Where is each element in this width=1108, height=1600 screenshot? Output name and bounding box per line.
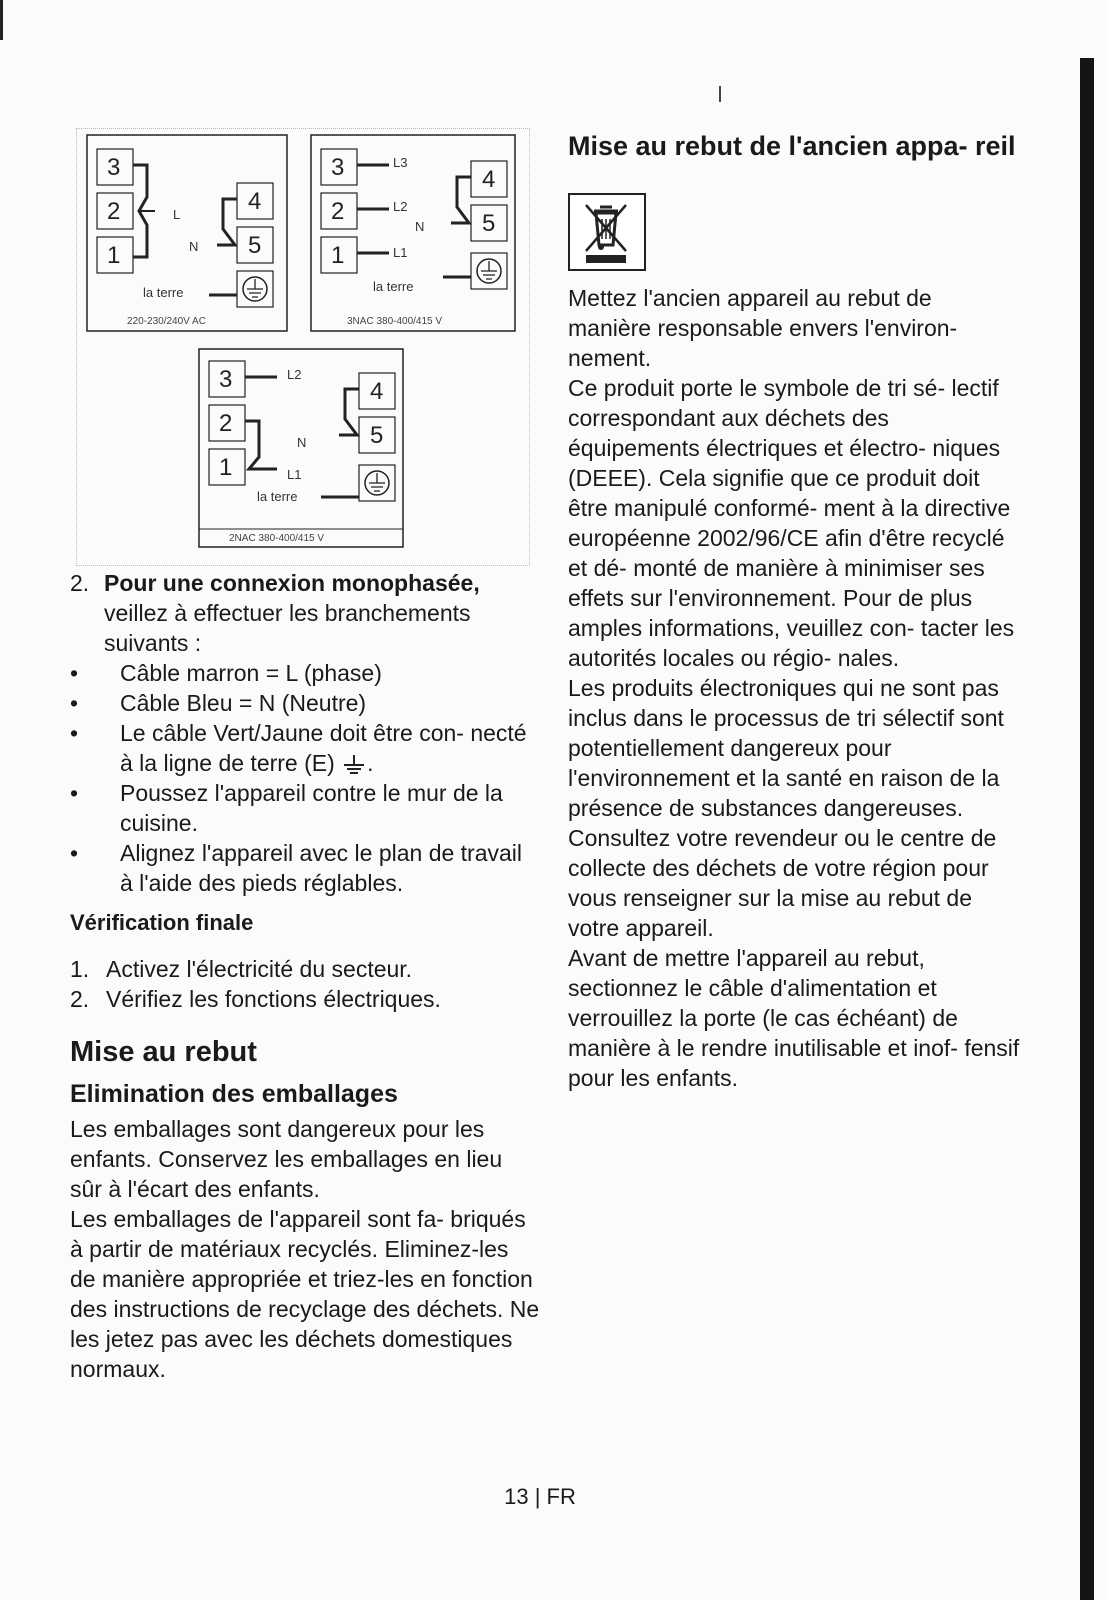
earth-ground-icon — [341, 753, 367, 777]
packaging-title: Elimination des emballages — [70, 1080, 398, 1108]
panel-a-terminal-4: 4 — [248, 188, 262, 215]
panel-a-terminal-2: 2 — [107, 198, 121, 225]
panel-c-label-l2: L2 — [287, 367, 302, 382]
disposal-title: Mise au rebut — [70, 1036, 257, 1068]
panel-b-label-n: N — [415, 219, 425, 234]
panel-a-terminal-5: 5 — [248, 232, 262, 259]
scan-speck — [719, 86, 721, 102]
panel-a-label-earth: la terre — [143, 285, 184, 300]
connection-bullet-list — [70, 658, 540, 898]
right-paragraph-5: Avant de mettre l'appareil au rebut, sectionnez le câble d'alimentation et verrouillez la porte (le cas échéant) de manière à le rendre inutilisable et inof- fensif pour les enfants. — [568, 945, 1020, 1091]
panel-a-terminal-3: 3 — [107, 154, 121, 181]
packaging-paragraph-2: Les emballages de l'appareil sont fa- briqués à partir de matériaux recyclés. Eliminez-les de manière appropriée et triez-les en fonction des instructions de recyclage des déchets. Ne les jetez pas avec les déchets domestiques normaux. — [70, 1206, 540, 1382]
panel-c-voltage: 2NAC 380-400/415 V — [229, 533, 325, 544]
panel-three-phase — [311, 135, 515, 331]
list-item: • Poussez l'appareil contre le mur de la cuisine. — [70, 780, 503, 836]
right-paragraph-3: Les produits électroniques qui ne sont pas inclus dans le processus de tri sélectif sont potentiellement dangereux pour l'environnement et la santé en raison de la présence de substances dangereuses. — [568, 675, 1004, 821]
panel-c-terminal-3: 3 — [219, 366, 233, 393]
list-item: • Alignez l'appareil avec le plan de travail à l'aide des pieds réglables. — [70, 840, 523, 896]
verification-title: Vérification finale — [70, 910, 254, 935]
panel-a-terminal-1: 1 — [107, 242, 121, 269]
panel-b-label-l1: L1 — [393, 245, 408, 260]
list-item: • Câble Bleu = N (Neutre) — [70, 690, 367, 716]
page-number: 13 | FR — [504, 1484, 576, 1509]
crossed-out-wheelie-bin-icon — [568, 193, 646, 271]
panel-a-label-l: L — [173, 207, 181, 222]
wiring-diagram-svg — [77, 129, 529, 565]
panel-two-phase — [199, 349, 403, 547]
panel-c-terminal-5: 5 — [370, 422, 384, 449]
bullet-icon: • — [70, 780, 79, 806]
right-paragraph-1: Mettez l'ancien appareil au rebut de manière responsable envers l'environ- nement. — [568, 285, 958, 371]
bullet-icon: • — [70, 840, 79, 866]
list-item: • Le câble Vert/Jaune doit être con- necté à la ligne de terre (E) . — [70, 720, 527, 776]
panel-c-terminal-1: 1 — [219, 454, 233, 481]
right-paragraph-4: Consultez votre revendeur ou le centre de collecte des déchets de votre région pour vous renseigner sur la mise au rebut de votre appareil. — [568, 825, 997, 941]
packaging-paragraph-1: Les emballages sont dangereux pour les enfants. Conservez les emballages en lieu sûr à l'écart des enfants. — [70, 1116, 503, 1202]
right-column — [568, 130, 1020, 1093]
panel-single-phase — [87, 135, 287, 331]
wiring-diagrams — [76, 128, 530, 566]
panel-b-terminal-1: 1 — [331, 242, 345, 269]
bullet-icon: • — [70, 660, 79, 686]
verification-list — [70, 954, 540, 1014]
panel-b-label-earth: la terre — [373, 279, 414, 294]
step-2-number: 2. — [70, 570, 90, 596]
panel-b-terminal-3: 3 — [331, 154, 345, 181]
panel-b-voltage: 3NAC 380-400/415 V — [347, 316, 443, 327]
old-appliance-title: Mise au rebut de l'ancien appa- reil — [568, 131, 1016, 161]
panel-a-label-n: N — [189, 239, 199, 254]
panel-b-terminal-5: 5 — [482, 210, 496, 237]
panel-b-terminal-2: 2 — [331, 198, 345, 225]
list-item: 2. Vérifiez les fonctions électriques. — [70, 986, 441, 1012]
panel-c-label-l1: L1 — [287, 467, 302, 482]
panel-b-terminal-4: 4 — [482, 166, 496, 193]
step-2-text: veillez à effectuer les branchements suivants : — [104, 600, 471, 656]
panel-c-terminal-4: 4 — [370, 378, 384, 405]
panel-b-label-l3: L3 — [393, 155, 408, 170]
panel-c-terminal-2: 2 — [219, 410, 233, 437]
bullet-icon: • — [70, 720, 79, 746]
panel-b-label-l2: L2 — [393, 199, 408, 214]
panel-a-voltage: 220-230/240V AC — [127, 316, 206, 327]
list-item: 1. Activez l'électricité du secteur. — [70, 956, 413, 982]
step-2 — [70, 568, 540, 658]
list-item: • Câble marron = L (phase) — [70, 660, 382, 686]
panel-c-label-n: N — [297, 435, 307, 450]
panel-c-label-earth: la terre — [257, 489, 298, 504]
scan-edge-bar — [1080, 58, 1094, 1600]
right-paragraph-2: Ce produit porte le symbole de tri sé- lectif correspondant aux déchets des équipements électriques et électro- niques (DEEE). Cela signifie que ce produit doit être manipulé conformé- ment à la directive européenne 2002/96/CE afin d'être recyclé et dé- monté de manière à minimiser ses effets sur l'environnement. Pour de plus amples informations, veuillez con- tacter les autorités locales ou régio- nales. — [568, 375, 1015, 671]
step-2-heading: Pour une connexion monophasée, — [104, 570, 480, 596]
scan-edge-mark — [0, 0, 3, 40]
left-column — [70, 568, 540, 1384]
bullet-icon: • — [70, 690, 79, 716]
